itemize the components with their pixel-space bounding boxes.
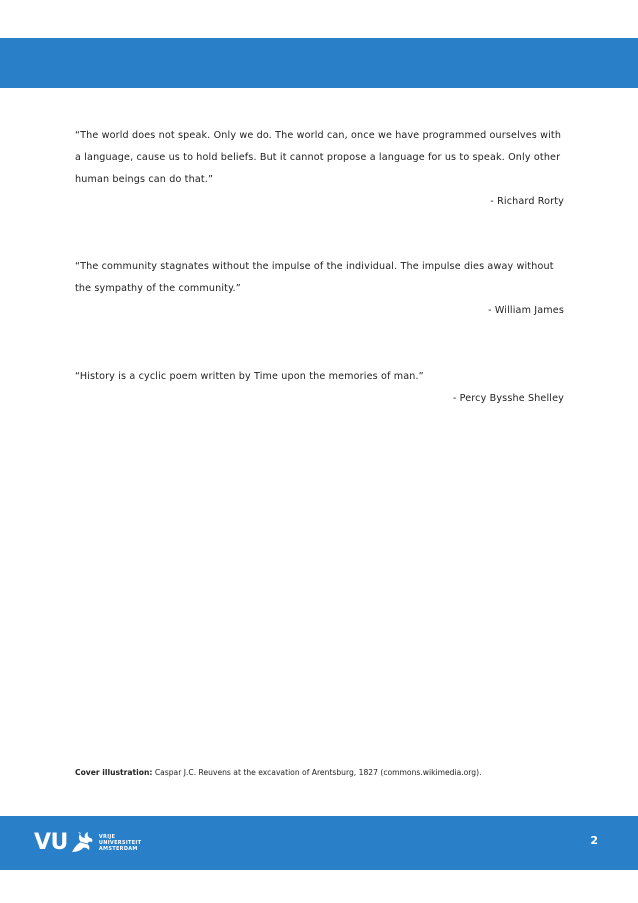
logo-line: VRIJE <box>98 834 116 840</box>
logo-vu-text: VU <box>34 830 68 855</box>
logo-line: AMSTERDAM <box>98 846 138 852</box>
quote-author: - William James <box>488 305 564 316</box>
logo-line: UNIVERSITEIT <box>98 840 142 846</box>
footer-band <box>0 816 638 870</box>
griffin-icon <box>69 830 95 856</box>
page-number: 2 <box>590 834 598 847</box>
quote-text: “The community stagnates without the impulse of the individual. The impulse dies away without the sympathy of the community.” <box>75 261 554 294</box>
quote-author: - Richard Rorty <box>490 196 564 207</box>
cover-caption-label: Cover illustration: <box>75 768 153 777</box>
quote-text: “History is a cyclic poem written by Time upon the memories of man.” <box>75 371 424 382</box>
cover-caption-text: Caspar J.C. Reuvens at the excavation of Arentsburg, 1827 (commons.wikimedia.org). <box>152 768 482 777</box>
header-band <box>0 38 638 88</box>
quote-text: “The world does not speak. Only we do. The world can, once we have programmed ourselves with a language, cause us to hold beliefs. But it cannot propose a language for us to speak. Only other human beings can do that.” <box>75 130 562 185</box>
quote-james <box>75 256 564 322</box>
university-logo <box>34 828 141 858</box>
quote-rorty <box>75 125 564 213</box>
quote-shelley <box>75 366 564 410</box>
logo-wordmark <box>99 834 141 852</box>
cover-caption <box>75 768 482 777</box>
quote-author: - Percy Bysshe Shelley <box>452 393 564 404</box>
